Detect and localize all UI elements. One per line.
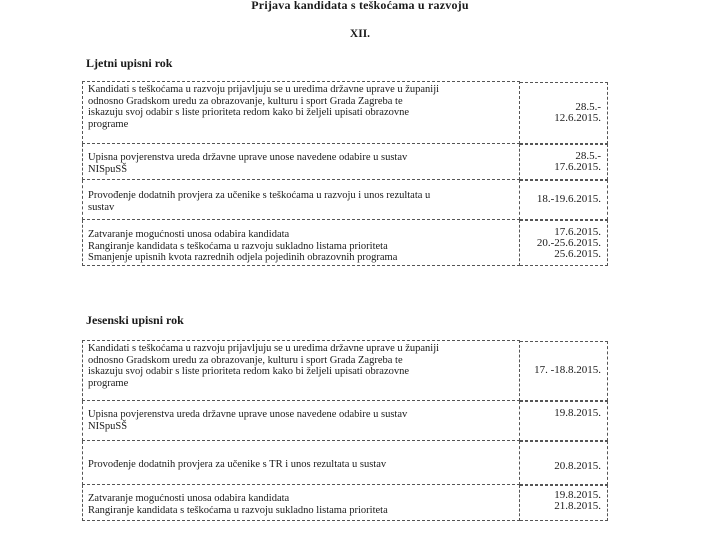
table-row xyxy=(83,82,521,144)
description-line: Provođenje dodatnih provjera za učenike s TR i unos rezultata u sustav xyxy=(88,459,387,470)
date-line: 19.8.2015. xyxy=(554,406,601,419)
table-row xyxy=(83,401,521,441)
table-row xyxy=(83,180,521,220)
description-line: odnosno Gradskom uredu za obrazovanje, kulturu i sport Grada Zagreba te xyxy=(88,95,403,107)
date-line: 28.5.- xyxy=(575,100,601,113)
description-line: Rangiranje kandidata s teškoćama u razvoju sukladno listama prioriteta xyxy=(88,240,388,252)
summer-schedule-table xyxy=(82,81,601,266)
description-line: Upisna povjerenstva ureda državne uprave unose navedene odabire u sustav xyxy=(88,152,408,163)
row-description xyxy=(83,401,520,441)
date-line: 28.5.- xyxy=(575,149,601,162)
row-date xyxy=(520,485,608,521)
table-row xyxy=(83,220,521,266)
date-line: 25.6.2015. xyxy=(554,247,601,260)
row-date xyxy=(520,441,608,485)
row-description xyxy=(83,485,520,521)
row-date xyxy=(520,180,608,220)
autumn-section-heading: Jesenski upisni rok xyxy=(86,313,184,327)
row-date xyxy=(520,401,608,441)
date-line: 17.6.2015. xyxy=(554,225,601,238)
row-description xyxy=(83,441,520,485)
row-date xyxy=(520,220,608,266)
description-line: Kandidati s teškoćama u razvoju prijavljuju se u uredima državne uprave u županiji xyxy=(88,343,440,354)
row-description xyxy=(83,144,520,180)
description-line: programe xyxy=(88,118,129,130)
date-line: 18.-19.6.2015. xyxy=(536,193,601,205)
description-line: sustav xyxy=(88,201,115,213)
description-line: NISpuSŠ xyxy=(88,163,128,175)
date-line: 20.-25.6.2015. xyxy=(536,236,601,249)
row-description xyxy=(83,82,520,144)
table-row xyxy=(83,441,521,485)
row-description xyxy=(83,180,520,220)
table-row xyxy=(83,144,521,180)
autumn-schedule-table xyxy=(82,340,601,521)
description-line: NISpuSŠ xyxy=(88,420,128,432)
row-date xyxy=(520,82,608,144)
row-description xyxy=(83,220,520,266)
row-date xyxy=(520,341,608,401)
description-line: programe xyxy=(88,377,129,389)
description-line: Zatvaranje mogućnosti unosa odabira kandidata xyxy=(88,493,290,504)
description-line: Zatvaranje mogućnosti unosa odabira kandidata xyxy=(88,229,290,240)
date-line: 20.8.2015. xyxy=(554,459,601,472)
date-line: 17. -18.8.2015. xyxy=(534,364,601,376)
description-line: odnosno Gradskom uredu za obrazovanje, kulturu i sport Grada Zagreba te xyxy=(88,354,403,366)
chapter-number: XII. xyxy=(349,28,371,40)
table-row xyxy=(83,341,521,401)
date-line: 12.6.2015. xyxy=(554,111,601,124)
row-description xyxy=(83,341,520,401)
description-line: Upisna povjerenstva ureda državne uprave unose navedene odabire u sustav xyxy=(88,409,408,420)
description-line: Kandidati s teškoćama u razvoju prijavljuju se u uredima državne uprave u županiji xyxy=(88,84,440,95)
description-line: Rangiranje kandidata s teškoćama u razvoju sukladno listama prioriteta xyxy=(88,504,388,516)
date-line: 17.6.2015. xyxy=(554,160,601,173)
row-date xyxy=(520,144,608,180)
document-title: Prijava kandidata s teškoćama u razvoju xyxy=(251,0,469,12)
summer-section-heading: Ljetni upisni rok xyxy=(86,56,173,70)
description-line: Smanjenje upisnih kvota razrednih odjela pojedinih obrazovnih programa xyxy=(88,252,398,263)
date-line: 21.8.2015. xyxy=(554,499,601,512)
date-line: 19.8.2015. xyxy=(554,488,601,501)
table-row xyxy=(83,485,521,521)
description-line: iskazuju svoj odabir s liste prioriteta redom kako bi željeli upisati obrazovne xyxy=(88,107,410,118)
description-line: iskazuju svoj odabir s liste prioriteta redom kako bi željeli upisati obrazovne xyxy=(88,366,410,377)
description-line: Provođenje dodatnih provjera za učenike s teškoćama u razvoju i unos rezultata u xyxy=(88,190,431,201)
